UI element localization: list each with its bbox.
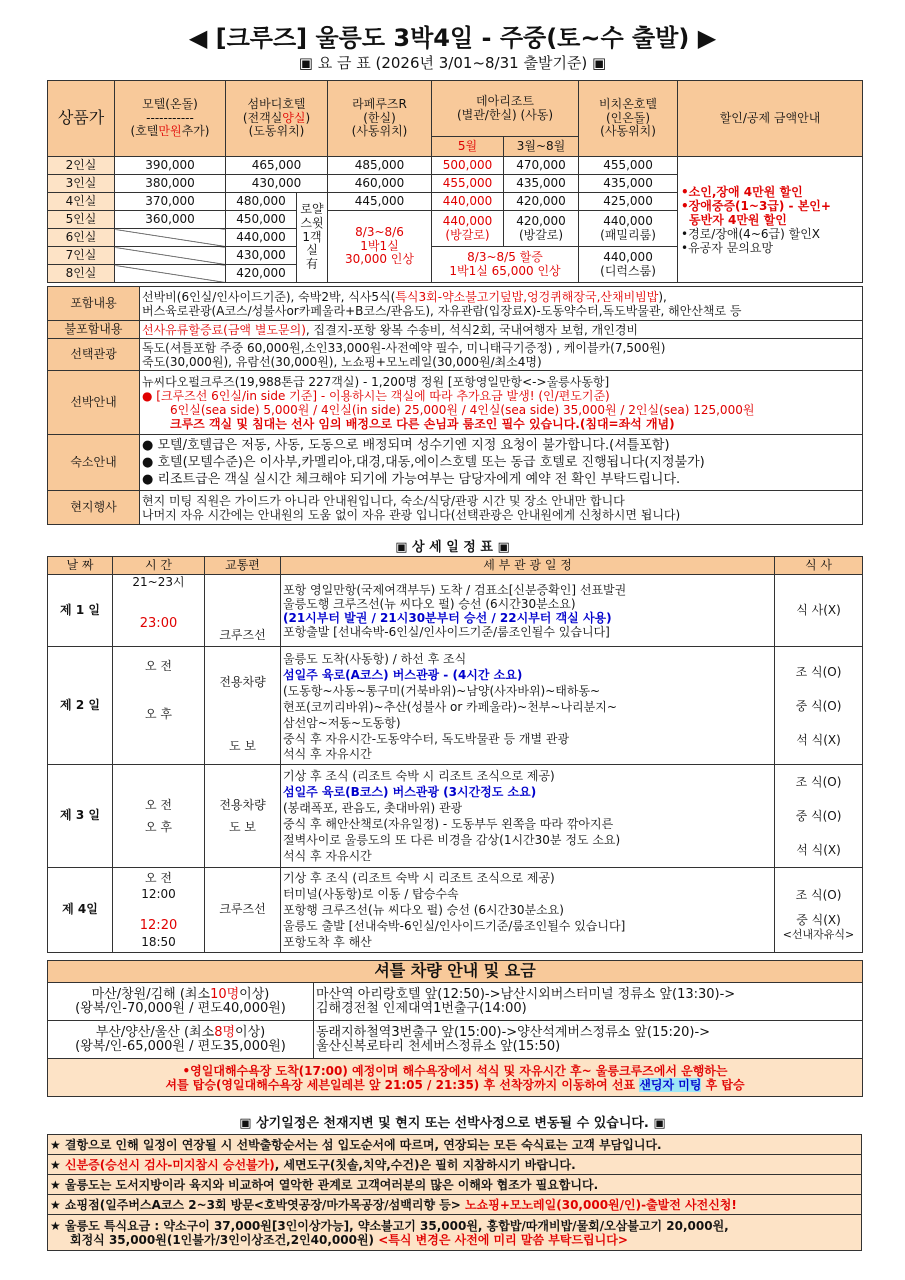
time-cell: 21~23시 23:00	[113, 575, 205, 647]
row-label: 5인실	[48, 211, 115, 229]
page-title: ◀ [크루즈] 울릉도 3박4일 - 주중(토~수 출발) ▶	[188, 24, 717, 52]
info-label: 선박안내	[48, 371, 140, 435]
col-header-meal: 식 사	[775, 557, 863, 575]
product-header: 상품가	[48, 81, 115, 157]
time-cell: 오 전 12:00 12:20 18:50	[113, 868, 205, 953]
meal-cell: 조 식(O) 중 식(X) <선내자유식>	[775, 868, 863, 953]
transport-cell: 크루즈선	[205, 575, 281, 647]
day-label: 제 2 일	[48, 647, 113, 765]
info-label: 포함내용	[48, 287, 140, 321]
price-cell: 470,000	[504, 157, 579, 175]
transport-cell: 전용차량 도 보	[205, 765, 281, 868]
lapel-header: 라페루즈R (한실) (사동위치)	[328, 81, 432, 157]
bichi-header: 비치온호텔 (인온돌) (사동위치)	[579, 81, 678, 157]
info-table	[47, 286, 863, 525]
time-cell: 오 전 오 후	[113, 647, 205, 765]
schedule-table	[47, 556, 863, 953]
day-label: 제 3 일	[48, 765, 113, 868]
row-label: 4인실	[48, 193, 115, 211]
day-label: 제 1 일	[48, 575, 113, 647]
shuttle-route: 마산역 아리랑호텔 앞(12:50)->남산시외버스터미널 정류소 앞(13:30)-> 김해경전철 인제대역1번출구(14:00)	[314, 983, 863, 1021]
lapel-surcharge-note: 8/3~8/6 1박1실 30,000 인상	[328, 211, 432, 283]
day-label: 제 4일	[48, 868, 113, 953]
col-header-detail: 세 부 관 광 일 정	[281, 557, 775, 575]
price-cell: 390,000	[115, 157, 226, 175]
price-cell: 460,000	[328, 175, 432, 193]
note-row: ★ 울릉도는 도서지방이라 육지와 비교하여 열악한 관계로 고객여러분의 많은 이해와 협조가 필요합니다.	[48, 1175, 862, 1195]
note-row: ★ 신분증(승선시 검사-미지참시 승선불가), 세면도구(칫솔,치약,수건)은 필히 지참하시기 바랍니다.	[48, 1155, 862, 1175]
detail-cell: 기상 후 조식 (리조트 숙박 시 리조트 조식으로 제공) 터미널(사동항)로 이동 / 탑승수속 포항행 크루즈선(뉴 씨다오 펄) 승선 (6시간30분소요) 울릉도 출발 [선내숙박-6인실/인사이드기준/룸조인될수 있습니다] 포항도착 후 해산	[281, 868, 775, 953]
price-cell: 360,000	[115, 211, 226, 229]
price-cell: 455,000	[579, 157, 678, 175]
sunbit-header: 섬바디호텔 (전객실양실) (도동위치)	[226, 81, 328, 157]
shuttle-title: 셔틀 차량 안내 및 요금	[48, 961, 863, 983]
info-content: 선사유류할증료(금액 별도문의), 집결지-포항 왕복 수송비, 석식2회, 국내여행자 보험, 개인경비	[140, 321, 863, 339]
info-label: 숙소안내	[48, 435, 140, 491]
note-row: ★ 결항으로 인해 일정이 연장될 시 선박출항순서는 섬 입도순서에 따르며, 연장되는 모든 숙식료는 고객 부담입니다.	[48, 1135, 862, 1155]
price-table	[47, 80, 863, 283]
daea-may-bungalow: 440,000 (방갈로)	[432, 211, 504, 247]
schedule-title: ▣ 상 세 일 정 표 ▣	[395, 540, 510, 555]
discount-header: 할인/공제 금액안내	[678, 81, 863, 157]
price-cell: 500,000	[432, 157, 504, 175]
price-cell: 380,000	[115, 175, 226, 193]
transport-cell: 전용차량 도 보	[205, 647, 281, 765]
marchaug-header: 3월~8월	[504, 137, 579, 157]
info-content: 현지 미팅 직원은 가이드가 아니라 안내원입니다, 숙소/식당/관광 시간 및 장소 안내만 합니다 나머지 자유 시간에는 안내원의 도움 없이 자유 관광 입니다(선택관광은 안내원에게 신청하시면 됩니다)	[140, 491, 863, 525]
col-header-time: 시 간	[113, 557, 205, 575]
daea-ma-bungalow: 420,000 (방갈로)	[504, 211, 579, 247]
price-cell: 465,000	[226, 157, 328, 175]
price-cell: 445,000	[328, 193, 432, 211]
shuttle-table	[47, 960, 863, 1097]
price-cell: 480,000	[226, 193, 297, 211]
info-label: 현지행사	[48, 491, 140, 525]
shuttle-notice: •영일대해수욕장 도착(17:00) 예정이며 해수욕장에서 석식 및 자유시간 후~ 울릉크루즈에서 운행하는 셔틀 탑승(영일대해수욕장 세븐일레븐 앞 21:05 / 21:35) 후 선착장까지 이동하여 선표 샌딩자 미팅 후 탑승	[48, 1059, 863, 1097]
price-cell: 425,000	[579, 193, 678, 211]
price-cell: 430,000	[226, 175, 328, 193]
meal-cell: 조 식(O) 중 식(O) 석 식(X)	[775, 765, 863, 868]
shuttle-region: 부산/양산/울산 (최소8명이상) (왕복/인-65,000원 / 편도35,000원)	[48, 1021, 314, 1059]
daea-header: 데아리조트 (별관/한실) (사동)	[432, 81, 579, 137]
price-cell: 420,000	[504, 193, 579, 211]
shuttle-region: 마산/창원/김해 (최소10명이상) (왕복/인-70,000원 / 편도40,000원)	[48, 983, 314, 1021]
note-row: ★ 쇼핑점(일주버스A코스 2~3회 방문<호박엿공장/마가목공장/섬백리향 등> 노쇼핑+모노레일(30,000원/인)-출발전 사전신청!	[48, 1195, 862, 1215]
shuttle-route: 동래지하철역3번출구 앞(15:00)->양산석계버스정류소 앞(15:20)-> 울산신복로타리 천세버스정류소 앞(15:50)	[314, 1021, 863, 1059]
empty-cell	[115, 229, 226, 247]
col-header-date: 날 짜	[48, 557, 113, 575]
discount-info: •소인,장애 4만원 할인 •장애중증(1~3급) - 본인+ 동반자 4만원 할인 •경로/장애(4~6급) 할인X •유공자 문의요망	[678, 157, 863, 283]
detail-cell: 울릉도 도착(사동항) / 하선 후 조식 섬일주 육로(A코스) 버스관광 - (4시간 소요) (도동항~사동~통구미(거북바위)~남양(사자바위)~태하동~ 현포(코끼리바위)~추산(성불사 or 카페울라)~천부~나리분지~ 삼선암~저동~도동항) 중식 후 자유시간-도동약수터, 독도박물관 등 개별 관광 석식 후 자유시간	[281, 647, 775, 765]
daea-surcharge-note: 8/3~8/5 할증 1박1실 65,000 인상	[432, 247, 579, 283]
bichi-family: 440,000 (패밀리룸)	[579, 211, 678, 247]
page-subtitle: ▣ 요 금 표 (2026년 3/01~8/31 출발기준) ▣	[298, 54, 607, 72]
col-header-transport: 교통편	[205, 557, 281, 575]
info-content: 선박비(6인실/인사이드기준), 숙박2박, 식사5식(특식3회-약소불고기덮밥,엉겅퀴해장국,산채비빔밥), 버스육로관광(A코스/성불사or카페울라+B코스/관음도), 자유관람(입장료X)-도동약수터,독도박물관, 해안산책로 등	[140, 287, 863, 321]
price-cell: 450,000	[226, 211, 297, 229]
price-cell: 430,000	[226, 247, 297, 265]
bichi-deluxe: 440,000 (디럭스룸)	[579, 247, 678, 283]
row-label: 3인실	[48, 175, 115, 193]
time-cell: 오 전 오 후	[113, 765, 205, 868]
row-label: 8인실	[48, 265, 115, 283]
change-notice: ▣ 상기일정은 천재지변 및 현지 또는 선박사정으로 변동될 수 있습니다. ▣	[239, 1116, 666, 1131]
price-cell: 455,000	[432, 175, 504, 193]
row-label: 2인실	[48, 157, 115, 175]
notes-table	[47, 1134, 862, 1251]
info-label: 선택관광	[48, 339, 140, 371]
detail-cell: 기상 후 조식 (리조트 숙박 시 리조트 조식으로 제공) 섬일주 육로(B코스) 버스관광 (3시간정도 소요) (봉래폭포, 관음도, 촛대바위) 관광 중식 후 해안산책로(자유일정) - 도동부두 왼쪽을 따라 깎아지른 절벽사이로 울릉도의 또 다른 비경을 감상(1시간30분 정도 소요) 석식 후 자유시간	[281, 765, 775, 868]
may-header: 5월	[432, 137, 504, 157]
transport-cell: 크루즈선	[205, 868, 281, 953]
meal-cell: 식 사(X)	[775, 575, 863, 647]
empty-cell	[115, 247, 226, 265]
price-cell: 485,000	[328, 157, 432, 175]
royal-suite-note: 로얄 스윗 1객실 有	[297, 193, 328, 283]
price-cell: 435,000	[579, 175, 678, 193]
price-cell: 370,000	[115, 193, 226, 211]
price-cell: 440,000	[226, 229, 297, 247]
row-label: 7인실	[48, 247, 115, 265]
price-cell: 420,000	[226, 265, 297, 283]
info-content: ● 모텔/호텔급은 저동, 사동, 도동으로 배정되며 성수기엔 지정 요청이 불가합니다.(셔틀포함) ● 호텔(모텔수준)은 이사부,카멜리아,대경,대동,에이스호텔 또는 동급 호텔로 진행됩니다(지정불가) ● 리조트급은 객실 실시간 체크해야 되기에 가능여부는 담당자에게 예약 전 확인 부탁드립니다.	[140, 435, 863, 491]
info-content: 독도(셔틀포함 주중 60,000원,소인33,000원-사전예약 필수, 미니태극기증정) , 케이블카(7,500원) 죽도(30,000원), 유람선(30,000원), 노쇼핑+모노레일(30,000원/최소4명)	[140, 339, 863, 371]
empty-cell	[115, 265, 226, 283]
meal-cell: 조 식(O) 중 식(O) 석 식(X)	[775, 647, 863, 765]
detail-cell: 포항 영일만항(국제여객부두) 도착 / 검표소[신분증확인] 선표발권 울릉도행 크루즈선(뉴 씨다오 펄) 승선 (6시간30분소요) (21시부터 발권 / 21시30분부터 승선 / 22시부터 객실 사용) 포항출발 [선내숙박-6인실/인사이드기준/룸조인될수 있습니다]	[281, 575, 775, 647]
info-content: 뉴씨다오펄크루즈(19,988톤급 227객실) - 1,200명 정원 [포항영일만항<->울릉사동항] ● [크루즈선 6인실/in side 기준] - 이용하시는 객실에 따라 추가요금 발생! (인/편도기준) 6인실(sea side) 5,000원 / 4인실(in side) 25,000원 / 4인실(sea side) 35,000원 / 2인실(sea) 125,000원 크루즈 객실 및 침대는 선사 임의 배정으로 다른 손님과 룸조인 필수 있습니다.(침대=좌석 개념)	[140, 371, 863, 435]
info-label: 불포함내용	[48, 321, 140, 339]
price-cell: 440,000	[432, 193, 504, 211]
note-row: ★ 울릉도 특식요금 : 약소구이 37,000원[3인이상가능], 약소불고기 35,000원, 홍합밥/따개비밥/물회/오삼불고기 20,000원, 회정식 35,000원(1인불가/3인이상조건,2인40,000원) <특식 변경은 사전에 미리 말씀 부탁드립니다>	[48, 1215, 862, 1251]
motel-header: 모텔(온돌) ----------- (호텔만원추가)	[115, 81, 226, 157]
price-cell: 435,000	[504, 175, 579, 193]
row-label: 6인실	[48, 229, 115, 247]
